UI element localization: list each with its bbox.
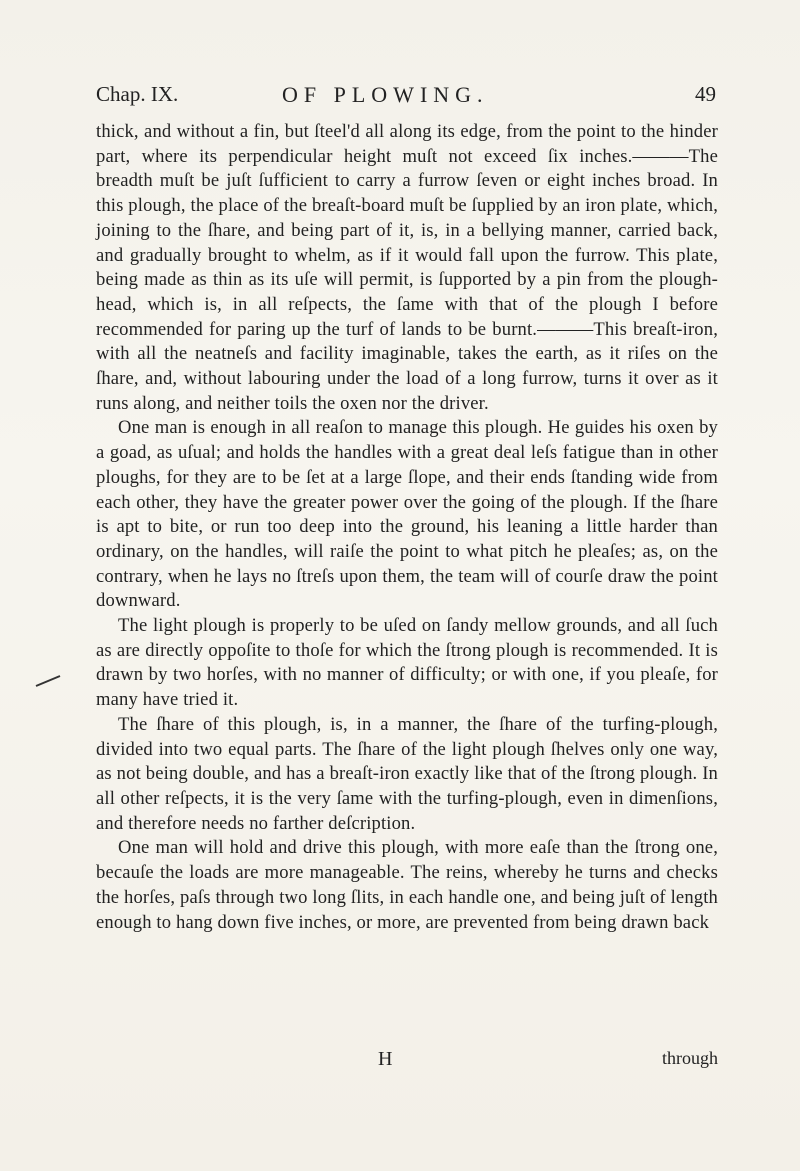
signature-mark: H	[378, 1048, 393, 1070]
page-number: 49	[695, 82, 716, 106]
paragraph: The ſhare of this plough, is, in a manner, the ſhare of the turfing-plough, divided into two equal parts. The ſhare of the light plough ſhelves only one way, as not being double, and has a breaſt-iron exactly like that of the ſtrong plough. In all other reſpects, it is the very ſame with the turfing-plough, even in dimenſions, and therefore needs no farther deſcription.	[96, 713, 718, 834]
paragraph: One man will hold and drive this plough, with more eaſe than the ſtrong one, becauſe the loads are more manageable. The reins, whereby he turns and checks the horſes, paſs through two long ſlits, in each handle one, and being juſt of length enough to hang down five inches, or more, are prevented from being drawn back	[96, 837, 718, 933]
catchline	[96, 1048, 718, 1074]
paragraph: thick, and without a fin, but ſteel'd all along its edge, from the point to the hinder part, where its perpendicular height muſt not exceed ſix inches.———The breadth muſt be juſt ſufficient to carry a furrow ſeven or eight inches broad. In this plough, the place of the breaſt-board muſt be ſupplied by an iron plate, which, joining to the ſhare, and being part of it, is, in a bellying manner, carried back, and gradually brought to whelm, as if it would fall upon the furrow. This plate, being made as thin as its uſe will permit, is ſupported by a pin from the plough-head, which is, in all reſpects, the ſame with that of the plough I before recommended for paring up the turf of lands to be burnt.———This breaſt-iron, with all the neatneſs and facility imaginable, takes the earth, as it riſes on the ſhare, and, without labouring under the load of a long furrow, turns it over as it runs along, and neither toils the oxen nor the driver.	[96, 121, 718, 414]
margin-mark-icon	[34, 672, 64, 690]
catchword: through	[662, 1048, 718, 1068]
running-title: OF PLOWING.	[282, 82, 489, 107]
chapter-label: Chap. IX.	[96, 82, 179, 106]
paragraph: The light plough is properly to be uſed on ſandy mellow grounds, and all ſuch as are directly oppoſite to thoſe for which the ſtrong plough is recommended. It is drawn by two horſes, with no manner of difficulty; or with one, if you pleaſe, for many have tried it.	[96, 615, 718, 711]
body-text	[96, 120, 718, 935]
paragraph: One man is enough in all reaſon to manage this plough. He guides his oxen by a goad, as uſual; and holds the handles with a great deal leſs fatigue than in other ploughs, for they are to be ſet at a large ſlope, and their ends ſtanding wide from each other, they have the greater power over the going of the plough. If the ſhare is apt to bite, or run too deep into the ground, his leaning a little harder than ordinary, on the handles, will raiſe the point to what pitch he pleaſes; as, on the contrary, when he lays no ſtreſs upon them, the team will of courſe draw the point downward.	[96, 417, 718, 612]
running-head	[96, 82, 716, 116]
